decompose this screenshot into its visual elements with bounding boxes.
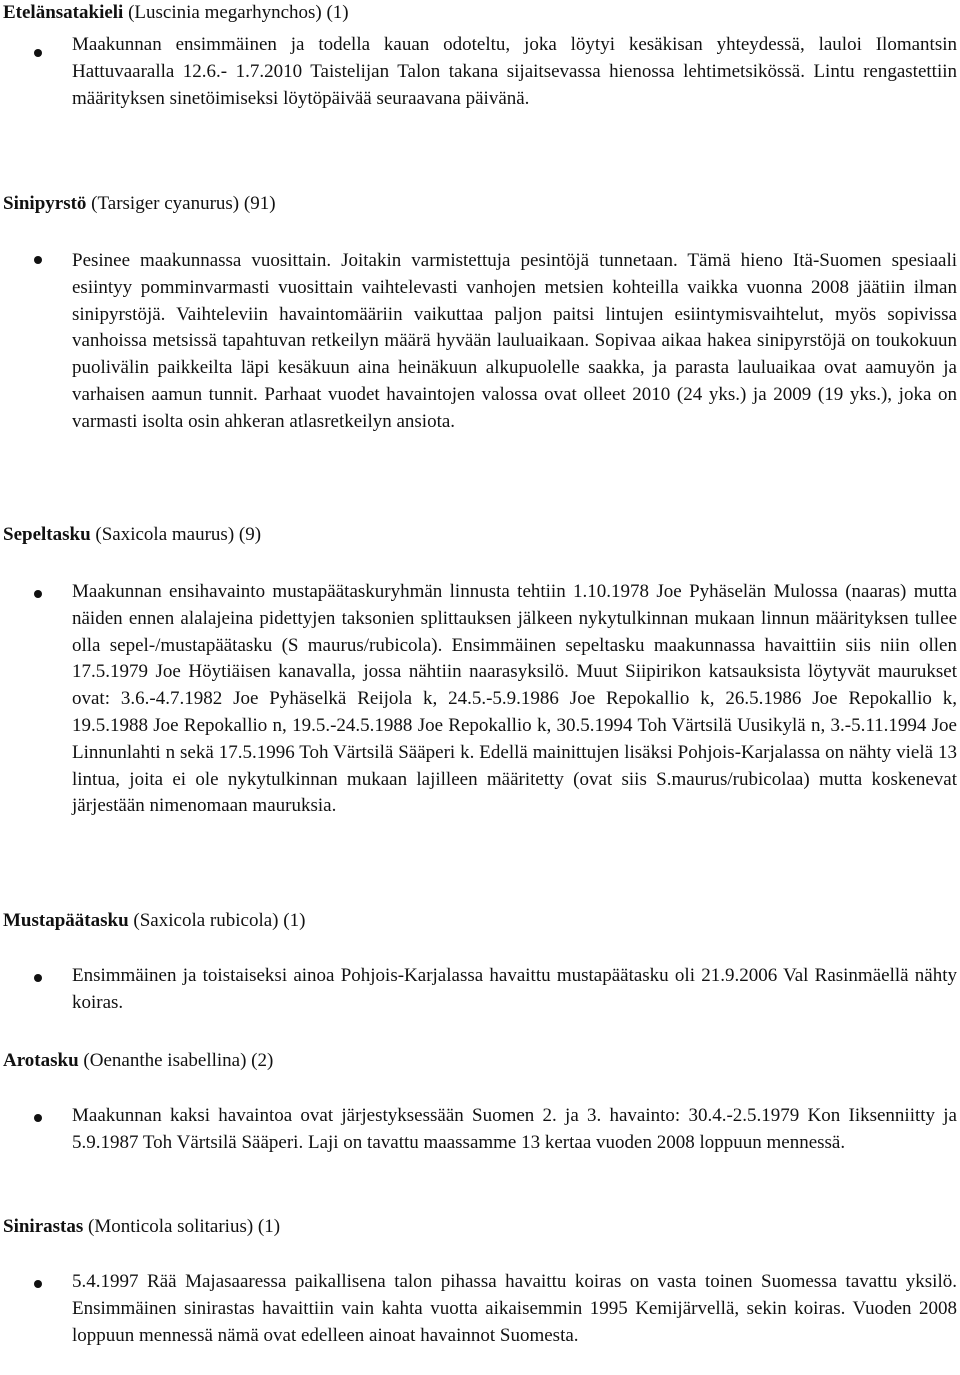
species-description: Ensimmäinen ja toistaiseksi ainoa Pohjois-Karjalassa havaittu mustapäätasku oli 21.9.2006 Val Rasinmäellä nähty koiras. <box>72 965 957 1013</box>
species-scientific-name: (Saxicola rubicola) (1) <box>133 910 306 931</box>
species-heading-sinipyrsto <box>3 191 276 217</box>
species-scientific-name: (Oenanthe isabellina) (2) <box>83 1050 274 1071</box>
species-scientific-name: (Tarsiger cyanurus) (91) <box>91 193 276 214</box>
species-description: 5.4.1997 Rää Majasaaressa paikallisena talon pihassa havaittu koiras on vasta toinen Suomessa tavattu yksilö. Ensimmäinen sinirastas havaittiin vain kahta vuotta aikaisemmin 1995 Kemijärvellä, sekin koiras. Vuoden 2008 loppuun mennessä nämä ovat edelleen ainoat havainnot Suomesta. <box>72 1271 957 1346</box>
species-common-name: Sinipyrstö <box>3 193 87 214</box>
species-description: Maakunnan kaksi havaintoa ovat järjestyksessään Suomen 2. ja 3. havainto: 30.4.-2.5.1979 Kon Iiksenniitty ja 5.9.1987 Toh Värtsilä Sääperi. Laji on tavattu maassamme 13 kertaa vuoden 2008 loppuun mennessä. <box>72 1105 957 1153</box>
species-scientific-name: (Luscinia megarhynchos) (1) <box>128 2 349 23</box>
species-description: Maakunnan ensimmäinen ja todella kauan odoteltu, joka löytyi kesäkisan yhteydessä, lauloi Ilomantsin Hattuvaaralla 12.6.- 1.7.2010 Taistelijan Talon takana sijaitsevassa hienossa lehtimetsikössä. Lintu rengastettiin määrityksen sinetöimiseksi löytöpäivää seuraavana päivänä. <box>72 34 957 109</box>
bullet-icon <box>34 1114 42 1122</box>
species-heading-etelansatakieli <box>3 0 349 26</box>
species-common-name: Arotasku <box>3 1050 79 1071</box>
species-common-name: Sepeltasku <box>3 524 91 545</box>
species-heading-sepeltasku <box>3 522 261 548</box>
species-scientific-name: (Saxicola maurus) (9) <box>95 524 262 545</box>
bullet-icon <box>34 590 42 598</box>
species-heading-mustapaatasku <box>3 908 305 934</box>
bullet-icon <box>34 974 42 982</box>
species-description: Pesinee maakunnassa vuosittain. Joitakin varmistettuja pesintöjä tunnetaan. Tämä hieno Itä-Suomen spesiaali esiintyy pomminvarmasti vuosittain vaihtelevasti vanhojen metsien kohteilla vaikka vuonna 2008 jäätiin ilman sinipyrstöjä. Vaihteleviin havaintomääriin vaikuttaa paljon paitsi lintujen esiintymisvaihtelut, myös sopivissa vanhoissa metsissä tapahtuvan retkeilyn määrä hyvään lauluaikaan. Sopivaa aikaa hakea sinipyrstöjä on toukokuun puolivälin paikkeilta läpi kesäkuun aina heinäkuun alkupuolelle saakka, ja parasta lauluaikaa ovat aamuyön ja varhaisen aamun tunnit. Parhaat vuodet havaintojen valossa ovat olleet 2010 (24 yks.) ja 2009 (19 yks.), joka on varmasti isolta osin ahkeran atlasretkeilyn ansiota. <box>72 250 957 432</box>
species-common-name: Etelänsatakieli <box>3 2 124 23</box>
bullet-icon <box>34 256 42 264</box>
bullet-icon <box>34 49 42 57</box>
species-common-name: Mustapäätasku <box>3 910 129 931</box>
species-heading-sinirastas <box>3 1214 280 1240</box>
species-heading-arotasku <box>3 1048 273 1074</box>
bullet-icon <box>34 1280 42 1288</box>
species-description: Maakunnan ensihavainto mustapäätaskuryhmän linnusta tehtiin 1.10.1978 Joe Pyhäselän Mulossa (naaras) mutta näiden ennen alalajeina pidettyjen taksonien splittauksen jälkeen nykytulkinnan mukaan linnun määrityksen tullee olla sepel-/mustapäätasku (S maurus/rubicola). Ensimmäinen sepeltasku maakunnassa havaittiin siis niin ollen 17.5.1979 Joe Höytiäisen kanavalla, jossa nähtiin naarasyksilö. Muut Siipirikon katsauksista löytyvät maurukset ovat: 3.6.-4.7.1982 Joe Pyhäselkä Reijola k, 24.5.-5.9.1986 Joe Repokallio k, 26.5.1986 Joe Repokallio k, 19.5.1988 Joe Repokallio n, 19.5.-24.5.1988 Joe Repokallio k, 30.5.1994 Toh Värtsilä Uusikylä n, 3.-5.11.1994 Joe Linnunlahti n sekä 17.5.1996 Toh Värtsilä Sääperi k. Edellä mainittujen lisäksi Pohjois-Karjalassa on nähty vielä 13 lintua, joita ei ole nykytulkinnan mukaan lajilleen määritetty (ovat siis S.maurus/rubicolaa) mutta koskenevat järjestään nimenomaan mauruksia. <box>72 581 957 817</box>
species-scientific-name: (Monticola solitarius) (1) <box>88 1216 281 1237</box>
species-common-name: Sinirastas <box>3 1216 84 1237</box>
